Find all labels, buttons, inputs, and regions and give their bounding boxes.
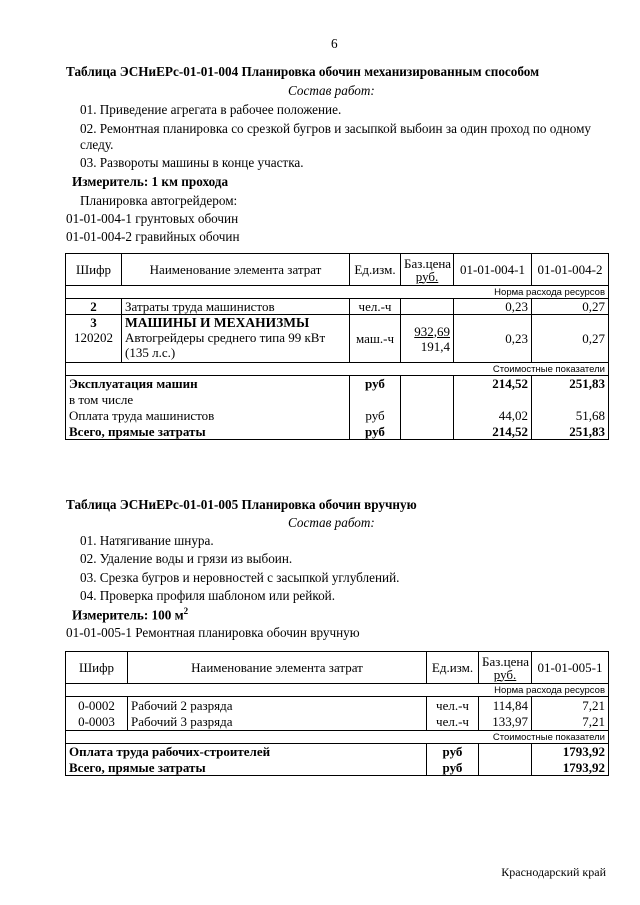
row-unit: чел.-ч	[350, 299, 401, 315]
table-row	[66, 315, 609, 363]
table2-step: 02. Удаление воды и грязи из выбоин.	[80, 551, 293, 566]
table2-step: 04. Проверка профиля шаблоном или рейкой.	[80, 588, 336, 603]
table1-item: 01-01-004-1 грунтовых обочин	[66, 211, 239, 226]
row-unit: чел.-ч	[427, 697, 479, 714]
table2	[65, 651, 609, 776]
row-code: 2	[66, 299, 122, 315]
table1	[65, 253, 609, 440]
table1-norm-label: Норма расхода ресурсов	[66, 286, 609, 299]
row-code: 0-0003	[66, 714, 128, 731]
row-price: 932,69 191,4	[401, 315, 454, 363]
row-unit: руб	[350, 408, 401, 424]
table1-composition-title: Состав работ:	[288, 83, 375, 98]
table1-subtitle: Планировка автогрейдером:	[80, 193, 238, 208]
row-value: 44,02	[454, 408, 532, 424]
row-code: 0-0002	[66, 697, 128, 714]
table2-header-col1: 01-01-005-1	[532, 652, 609, 684]
row-price: 114,84	[479, 697, 532, 714]
row-value: 0,23	[454, 299, 532, 315]
row-value: 251,83	[532, 376, 609, 392]
table2-cost-label: Стоимостные показатели	[66, 731, 609, 744]
row-name: Рабочий 3 разряда	[128, 714, 427, 731]
row-name: Всего, прямые затраты	[66, 760, 427, 776]
table1-step: 02. Ремонтная планировка со срезкой бугров и засыпкой выбоин за один проход по одному	[80, 121, 592, 136]
table1-header-col2: 01-01-004-2	[532, 254, 609, 286]
table-row	[66, 714, 609, 731]
footer-region: Краснодарский край	[501, 865, 606, 879]
table2-item: 01-01-005-1 Ремонтная планировка обочин вручную	[66, 625, 360, 640]
row-value: 1793,92	[532, 760, 609, 776]
row-unit: чел.-ч	[427, 714, 479, 731]
table-row	[66, 299, 609, 315]
row-value: 0,23	[454, 315, 532, 363]
table2-header-code: Шифр	[66, 652, 128, 684]
row-value: 214,52	[454, 424, 532, 440]
table-row	[66, 408, 609, 424]
row-name: Всего, прямые затраты	[66, 424, 350, 440]
table2-norm-label: Норма расхода ресурсов	[66, 684, 609, 697]
table1-item: 01-01-004-2 гравийных обочин	[66, 229, 240, 244]
row-value: 0,27	[532, 315, 609, 363]
table1-title: Таблица ЭСНиЕРс-01-01-004 Планировка обочин механизированным способом	[66, 64, 540, 79]
table1-header-col1: 01-01-004-1	[454, 254, 532, 286]
row-value: 7,21	[532, 714, 609, 731]
table-row	[66, 697, 609, 714]
table1-cost-label: Стоимостные показатели	[66, 363, 609, 376]
row-value: 7,21	[532, 697, 609, 714]
table-row	[66, 392, 609, 408]
row-value: 214,52	[454, 376, 532, 392]
row-value: 251,83	[532, 424, 609, 440]
table2-composition-title: Состав работ:	[288, 515, 375, 530]
row-unit: руб	[350, 376, 401, 392]
row-name: Эксплуатация машин	[66, 376, 350, 392]
row-unit: руб	[427, 744, 479, 760]
table2-header-name: Наименование элемента затрат	[128, 652, 427, 684]
table1-header-name: Наименование элемента затрат	[122, 254, 350, 286]
row-unit: маш.-ч	[350, 315, 401, 363]
row-price: 133,97	[479, 714, 532, 731]
table1-step: 01. Приведение агрегата в рабочее положение.	[80, 102, 342, 117]
row-name: в том числе	[66, 392, 350, 408]
row-unit: руб	[427, 760, 479, 776]
table1-header-code: Шифр	[66, 254, 122, 286]
table1-meter: Измеритель: 1 км прохода	[72, 174, 229, 189]
row-name: Оплата труда машинистов	[66, 408, 350, 424]
row-name: Рабочий 2 разряда	[128, 697, 427, 714]
row-name: Затраты труда машинистов	[122, 299, 350, 315]
table2-title: Таблица ЭСНиЕРс-01-01-005 Планировка обочин вручную	[66, 497, 417, 512]
row-name: МАШИНЫ И МЕХАНИЗМЫ Автогрейдеры среднего типа 99 кВт (135 л.с.)	[122, 315, 350, 363]
table-row	[66, 376, 609, 392]
table-row	[66, 424, 609, 440]
row-value: 0,27	[532, 299, 609, 315]
row-name: Оплата труда рабочих-строителей	[66, 744, 427, 760]
table1-step: 03. Развороты машины в конце участка.	[80, 155, 304, 170]
table2-step: 03. Срезка бугров и неровностей с засыпкой углублений.	[80, 570, 400, 585]
table-row	[66, 744, 609, 760]
table2-header-unit: Ед.изм.	[427, 652, 479, 684]
table2-step: 01. Натягивание шнура.	[80, 533, 214, 548]
row-value: 51,68	[532, 408, 609, 424]
table1-header-price: Баз.цена руб.	[401, 254, 454, 286]
table-row	[66, 760, 609, 776]
table1-header-unit: Ед.изм.	[350, 254, 401, 286]
row-code: 3 120202	[66, 315, 122, 363]
table1-step: следу.	[80, 137, 114, 152]
table2-meter: Измеритель: 100 $м^2$	[72, 606, 189, 623]
row-unit: руб	[350, 424, 401, 440]
table2-header-price: Баз.цена руб.	[479, 652, 532, 684]
page-number: 6	[331, 36, 338, 51]
row-value: 1793,92	[532, 744, 609, 760]
